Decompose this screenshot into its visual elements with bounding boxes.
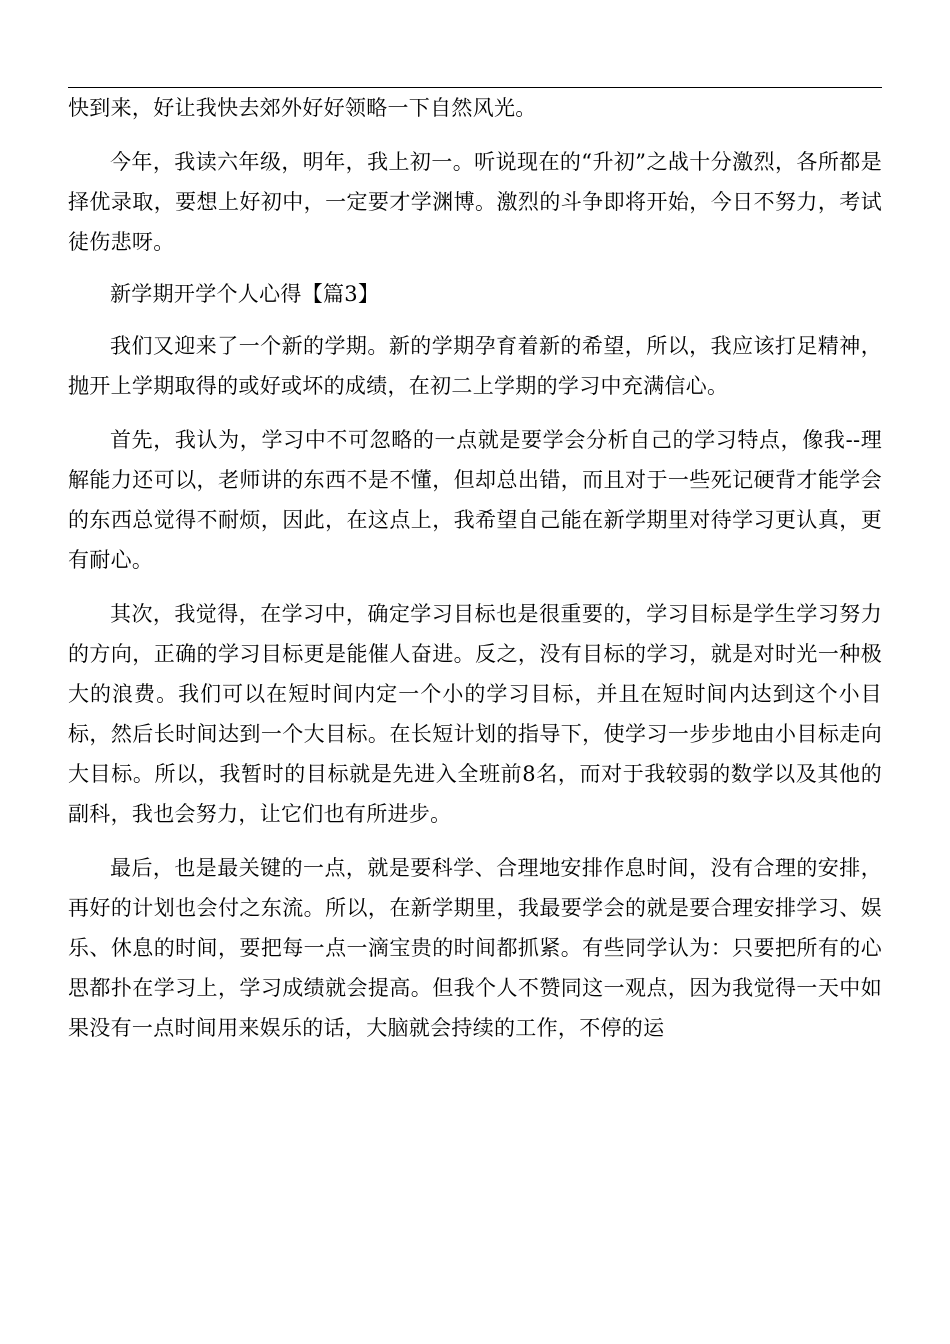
document-body xyxy=(68,88,882,1048)
paragraph: 今年，我读六年级，明年，我上初一。听说现在的“升初”之战十分激烈，各所都是择优录取，要想上好初中，一定要才学渊博。激烈的斗争即将开始，今日不努力，考试徒伤悲呀。 xyxy=(68,150,882,254)
paragraph: 我们又迎来了一个新的学期。新的学期孕育着新的希望，所以，我应该打足精神，抛开上学期取得的或好或坏的成绩，在初二上学期的学习中充满信心。 xyxy=(68,334,882,398)
document-page xyxy=(68,0,882,1344)
paragraph: 最后，也是最关键的一点，就是要科学、合理地安排作息时间，没有合理的安排，再好的计划也会付之东流。所以，在新学期里，我最要学会的就是要合理安排学习、娱乐、休息的时间，要把每一点一滴宝贵的时间都抓紧。有些同学认为：只要把所有的心思都扑在学习上，学习成绩就会提高。但我个人不赞同这一观点，因为我觉得一天中如果没有一点时间用来娱乐的话，大脑就会持续的工作，不停的运 xyxy=(68,856,882,1040)
paragraph-continuation: 快到来，好让我快去郊外好好领略一下自然风光。 xyxy=(68,96,537,120)
paragraph: 首先，我认为，学习中不可忽略的一点就是要学会分析自己的学习特点，像我--理解能力还可以，老师讲的东西不是不懂，但却总出错，而且对于一些死记硬背才能学会的东西总觉得不耐烦，因此，在这点上，我希望自己能在新学期里对待学习更认真，更有耐心。 xyxy=(68,428,882,572)
paragraph: 其次，我觉得，在学习中，确定学习目标也是很重要的，学习目标是学生学习努力的方向，正确的学习目标更是能催人奋进。反之，没有目标的学习，就是对时光一种极大的浪费。我们可以在短时间内定一个小的学习目标，并且在短时间内达到这个小目标，然后长时间达到一个大目标。在长短计划的指导下，使学习一步步地由小目标走向大目标。所以，我暂时的目标就是先进入全班前8名，而对于我较弱的数学以及其他的副科，我也会努力，让它们也有所进步。 xyxy=(68,602,882,826)
section-heading: 新学期开学个人心得【篇3】 xyxy=(110,282,380,306)
